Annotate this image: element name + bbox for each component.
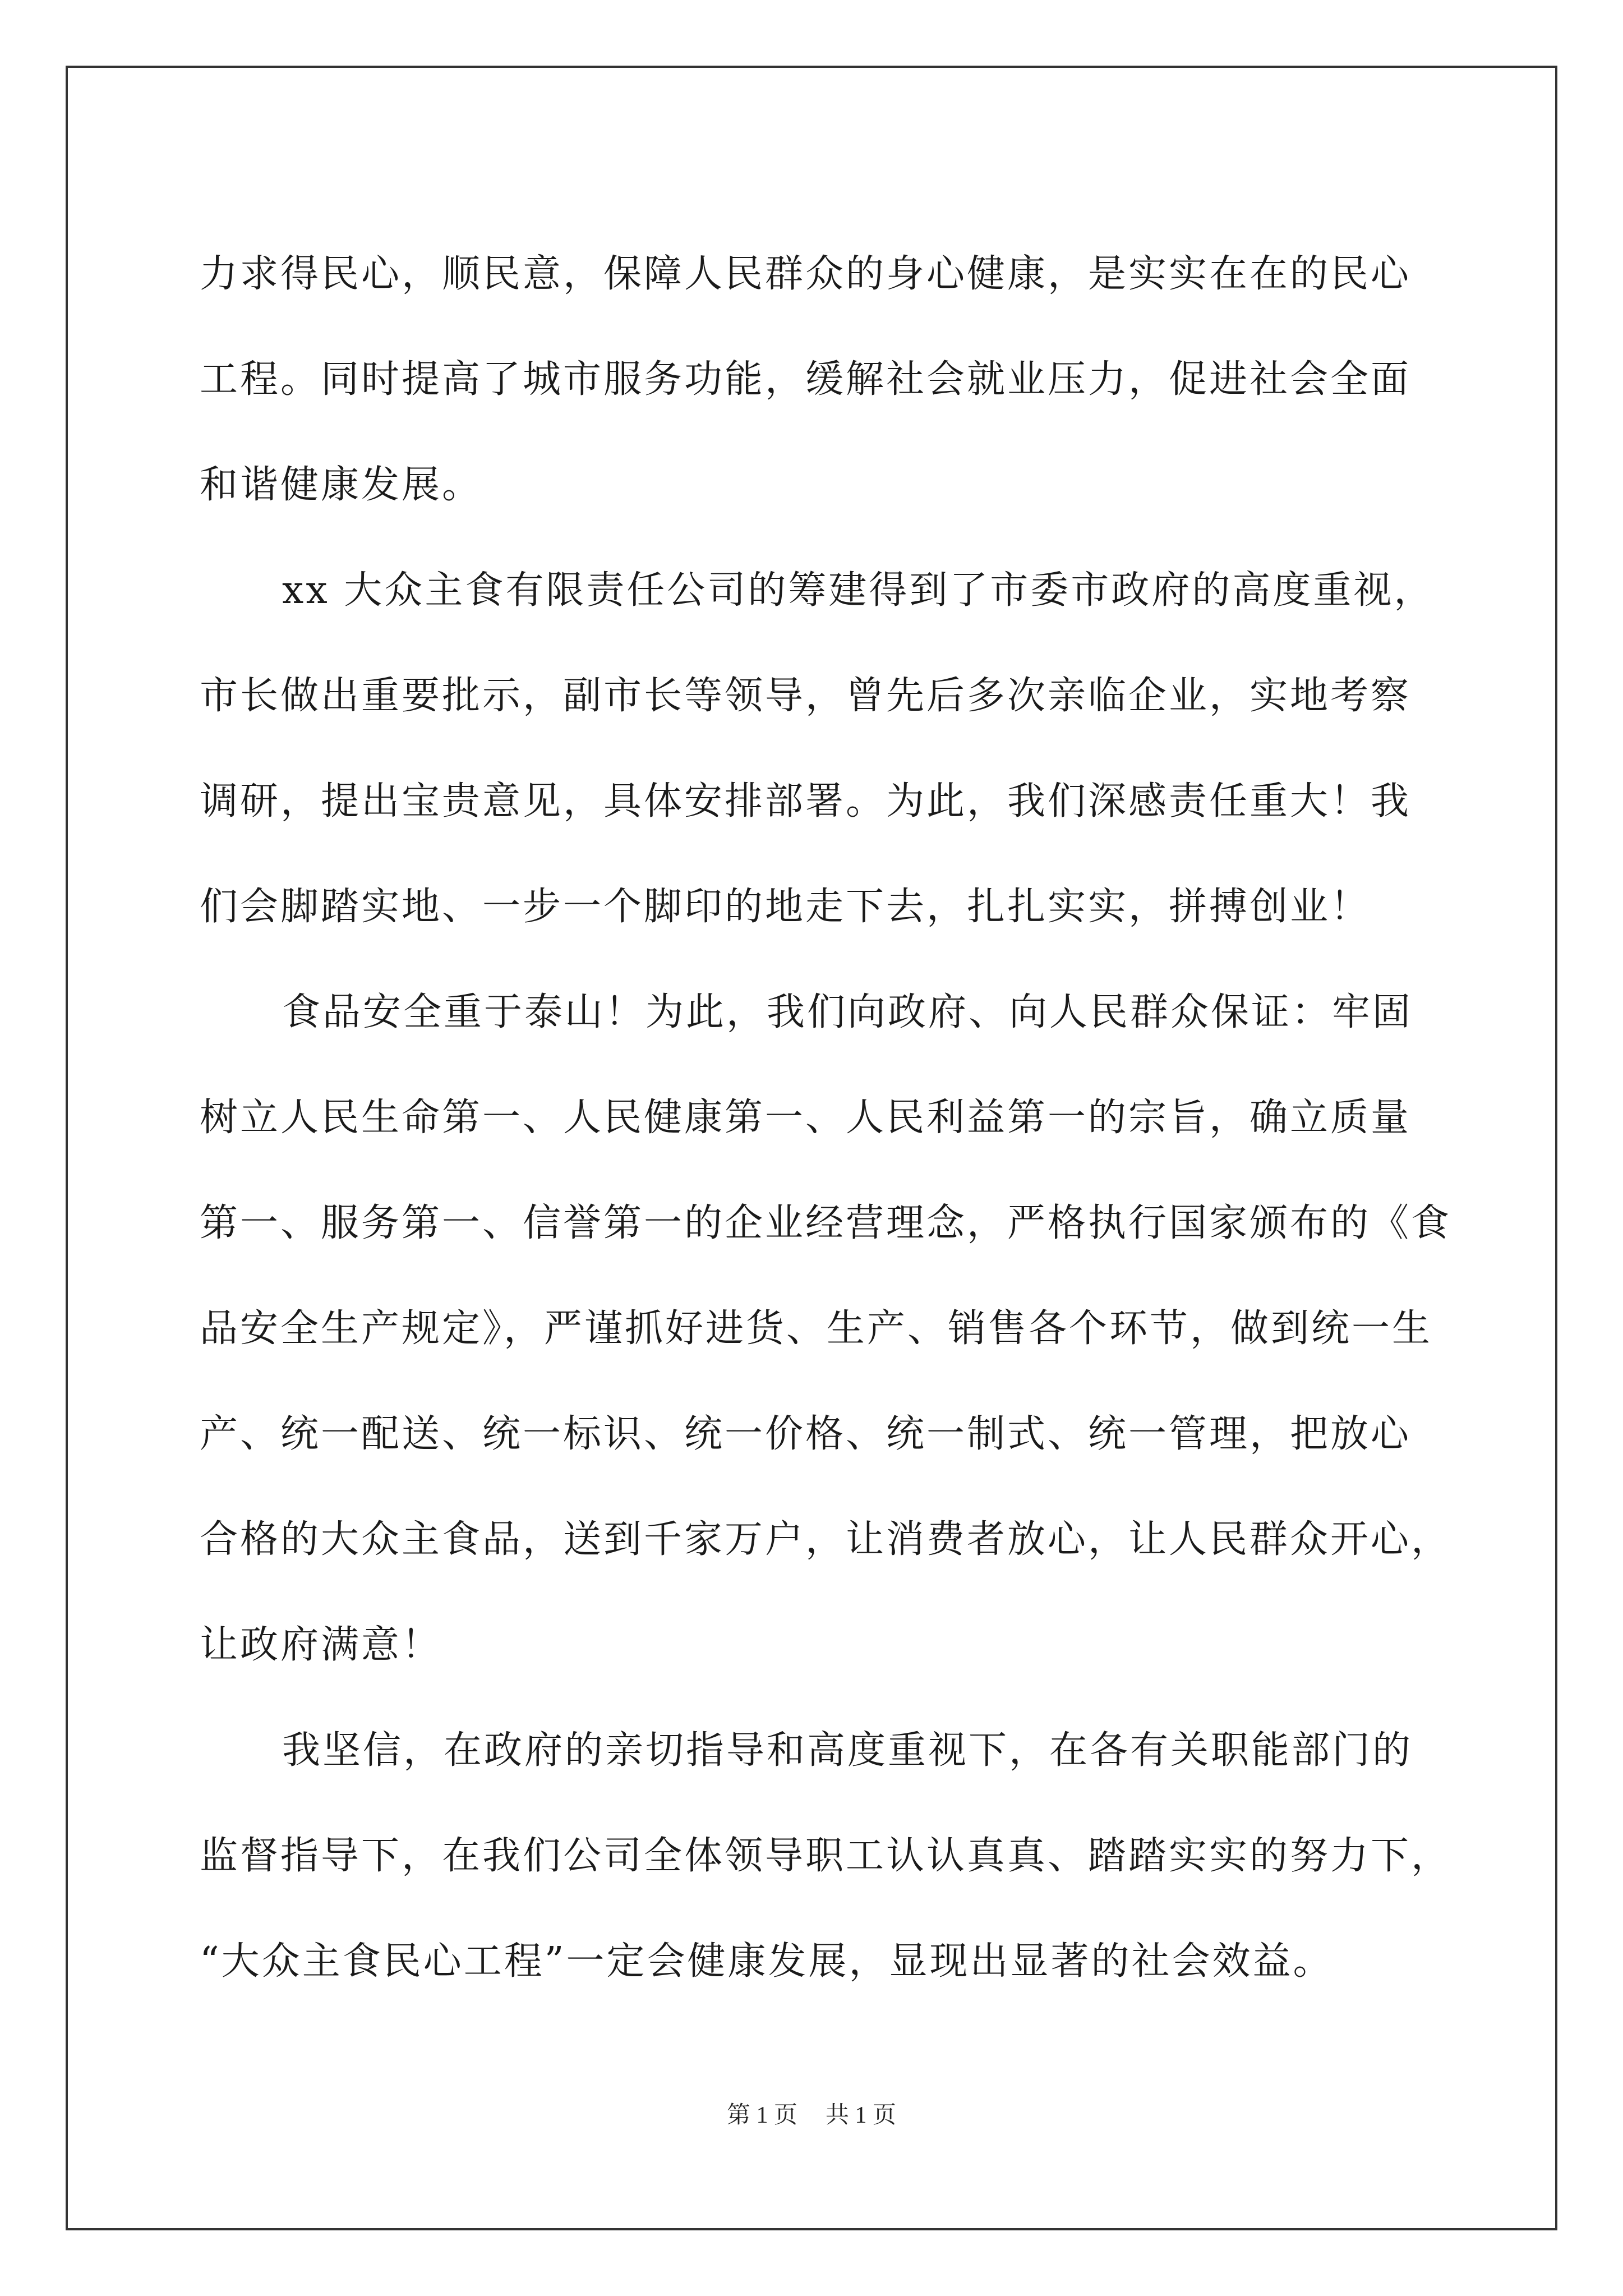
- text-line: 产、统一配送、统一标识、统一价格、统一制式、统一管理，把放心: [200, 1412, 1412, 1456]
- text-line: 我坚信，在政府的亲切指导和高度重视下，在各有关职能部门的: [282, 1728, 1413, 1773]
- text-line: 食品安全重于泰山！为此，我们向政府、向人民群众保证：牢固: [282, 990, 1413, 1034]
- text-line: 让政府满意！: [200, 1623, 442, 1667]
- text-line: “大众主食民心工程”一定会健康发展，显现出显著的社会效益。: [200, 1939, 1334, 1984]
- page-number: 第 1 页: [726, 2102, 797, 2128]
- page-total: 共 1 页: [826, 2102, 897, 2128]
- text-line: 合格的大众主食品，送到千家万户，让消费者放心，让人民群众开心，: [200, 1517, 1452, 1562]
- text-line: 们会脚踏实地、一步一个脚印的地走下去，扎扎实实，拼搏创业！: [200, 885, 1371, 929]
- document-body: [200, 222, 1452, 2014]
- text-line: 工程。同时提高了城市服务功能，缓解社会就业压力，促进社会全面: [200, 357, 1412, 402]
- text-line: xx 大众主食有限责任公司的筹建得到了市委市政府的高度重视，: [282, 568, 1435, 613]
- text-line: 调研，提出宝贵意见，具体安排部署。为此，我们深感责任重大！我: [200, 779, 1412, 823]
- text-line: 市长做出重要批示，副市长等领导，曾先后多次亲临企业，实地考察: [200, 674, 1412, 718]
- text-line: 品安全生产规定》，严谨抓好进货、生产、销售各个环节，做到统一生: [200, 1306, 1433, 1351]
- page-footer: [0, 2096, 1623, 2130]
- text-line: 和谐健康发展。: [200, 463, 483, 507]
- text-line: 监督指导下，在我们公司全体领导职工认认真真、踏踏实实的努力下，: [200, 1834, 1452, 1878]
- text-line: 树立人民生命第一、人民健康第一、人民利益第一的宗旨，确立质量: [200, 1096, 1412, 1140]
- text-line: 第一、服务第一、信誉第一的企业经营理念，严格执行国家颁布的《食: [200, 1201, 1452, 1245]
- text-line: 力求得民心，顺民意，保障人民群众的身心健康，是实实在在的民心: [200, 252, 1412, 296]
